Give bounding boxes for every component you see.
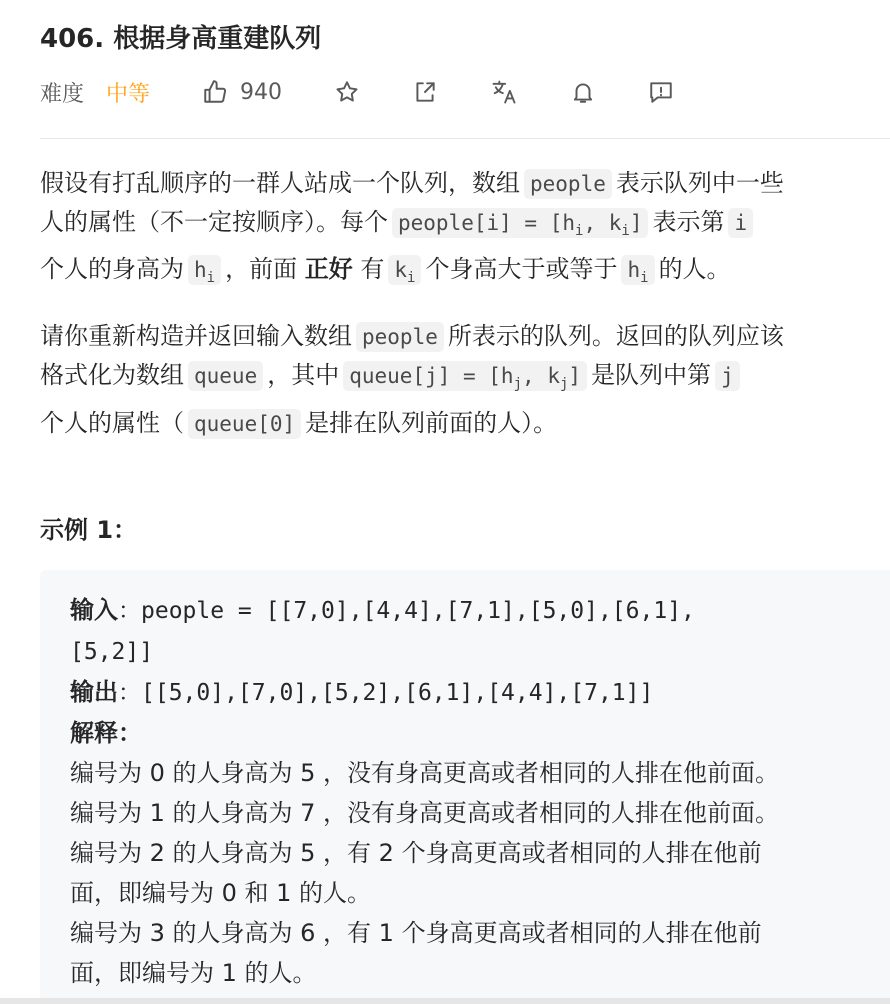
example-input-cont: [5,2]] (70, 639, 154, 665)
inline-code: $k_i$ (388, 255, 421, 285)
inline-code: $h_i$ (621, 255, 654, 285)
star-icon (334, 79, 360, 105)
example-block (40, 570, 890, 1004)
like-count: 940 (240, 79, 283, 105)
inline-code: $h_i$ (188, 255, 221, 285)
explain-line: 面，即编号为 0 和 1 的人。 (70, 879, 372, 907)
explain-line: 编号为 2 的人身高为 5 ，有 2 个身高更高或者相同的人排在他前 (70, 839, 762, 867)
bell-icon (570, 79, 596, 105)
explain-line: 编号为 3 的人身高为 6 ，有 1 个身高更高或者相同的人排在他前 (70, 919, 762, 947)
inline-code: queue[0] (188, 409, 301, 439)
notify-button[interactable] (570, 79, 596, 105)
explain-line: 编号为 0 的人身高为 5 ，没有身高更高或者相同的人排在他前面。 (70, 759, 780, 787)
translate-button[interactable] (490, 78, 518, 106)
example-input: 输入：people = [[7,0],[4,4],[7,1],[5,0],[6,1], (70, 596, 695, 624)
explain-line: 面，即编号为 1 的人。 (70, 959, 317, 987)
description-paragraph-2: 请你重新构造并返回输入数组 people 所表示的队列。返回的队列应该 格式化为数组 queue ，其中 queue[j] = [$h_j$, $k_j$] 是队列中第 j 个人的属性（ queue[0] 是排在队列前面的人）。 (40, 322, 784, 437)
inline-code: j (715, 361, 740, 391)
difficulty-badge: 中等 (106, 81, 151, 107)
inline-code: i (728, 208, 753, 238)
inline-code: people (356, 322, 444, 352)
inline-code: people[i] = [$h_i$, $k_i$] (392, 208, 648, 238)
header-divider (40, 138, 890, 139)
translate-icon (490, 78, 518, 106)
share-button[interactable] (412, 79, 438, 105)
inline-code: people (524, 169, 612, 199)
example-output: 输出：[[5,0],[7,0],[5,2],[6,1],[4,4],[7,1]] (70, 678, 654, 706)
feedback-button[interactable] (648, 79, 674, 105)
description-paragraph-1: 假设有打乱顺序的一群人站成一个队列，数组 people 表示队列中一些 人的属性（不一定按顺序）。每个 people[i] = [$h_i$, $k_i$] 表示第 i 个人的身高为 $h_i$ ，前面 正好 有 $k_i$ 个身高大于或等于 $h_i$ 的人。 (40, 169, 784, 287)
explain-line: 编号为 1 的人身高为 7 ，没有身高更高或者相同的人排在他前面。 (70, 799, 780, 827)
difficulty-label: 难度 (40, 81, 85, 107)
bottom-edge (0, 998, 890, 1004)
inline-code: queue[j] = [$h_j$, $k_j$] (343, 361, 587, 391)
problem-description (40, 164, 890, 463)
problem-meta-bar (40, 74, 674, 110)
share-icon (412, 79, 438, 105)
example-title: 示例 1： (40, 516, 138, 544)
thumbs-up-icon (202, 79, 228, 105)
problem-title: 406. 根据身高重建队列 (40, 24, 322, 54)
example-explain-label: 解释： (70, 719, 142, 747)
inline-code: queue (188, 361, 263, 391)
favorite-button[interactable] (334, 79, 360, 105)
like-button[interactable] (202, 79, 282, 105)
feedback-icon (648, 79, 674, 105)
